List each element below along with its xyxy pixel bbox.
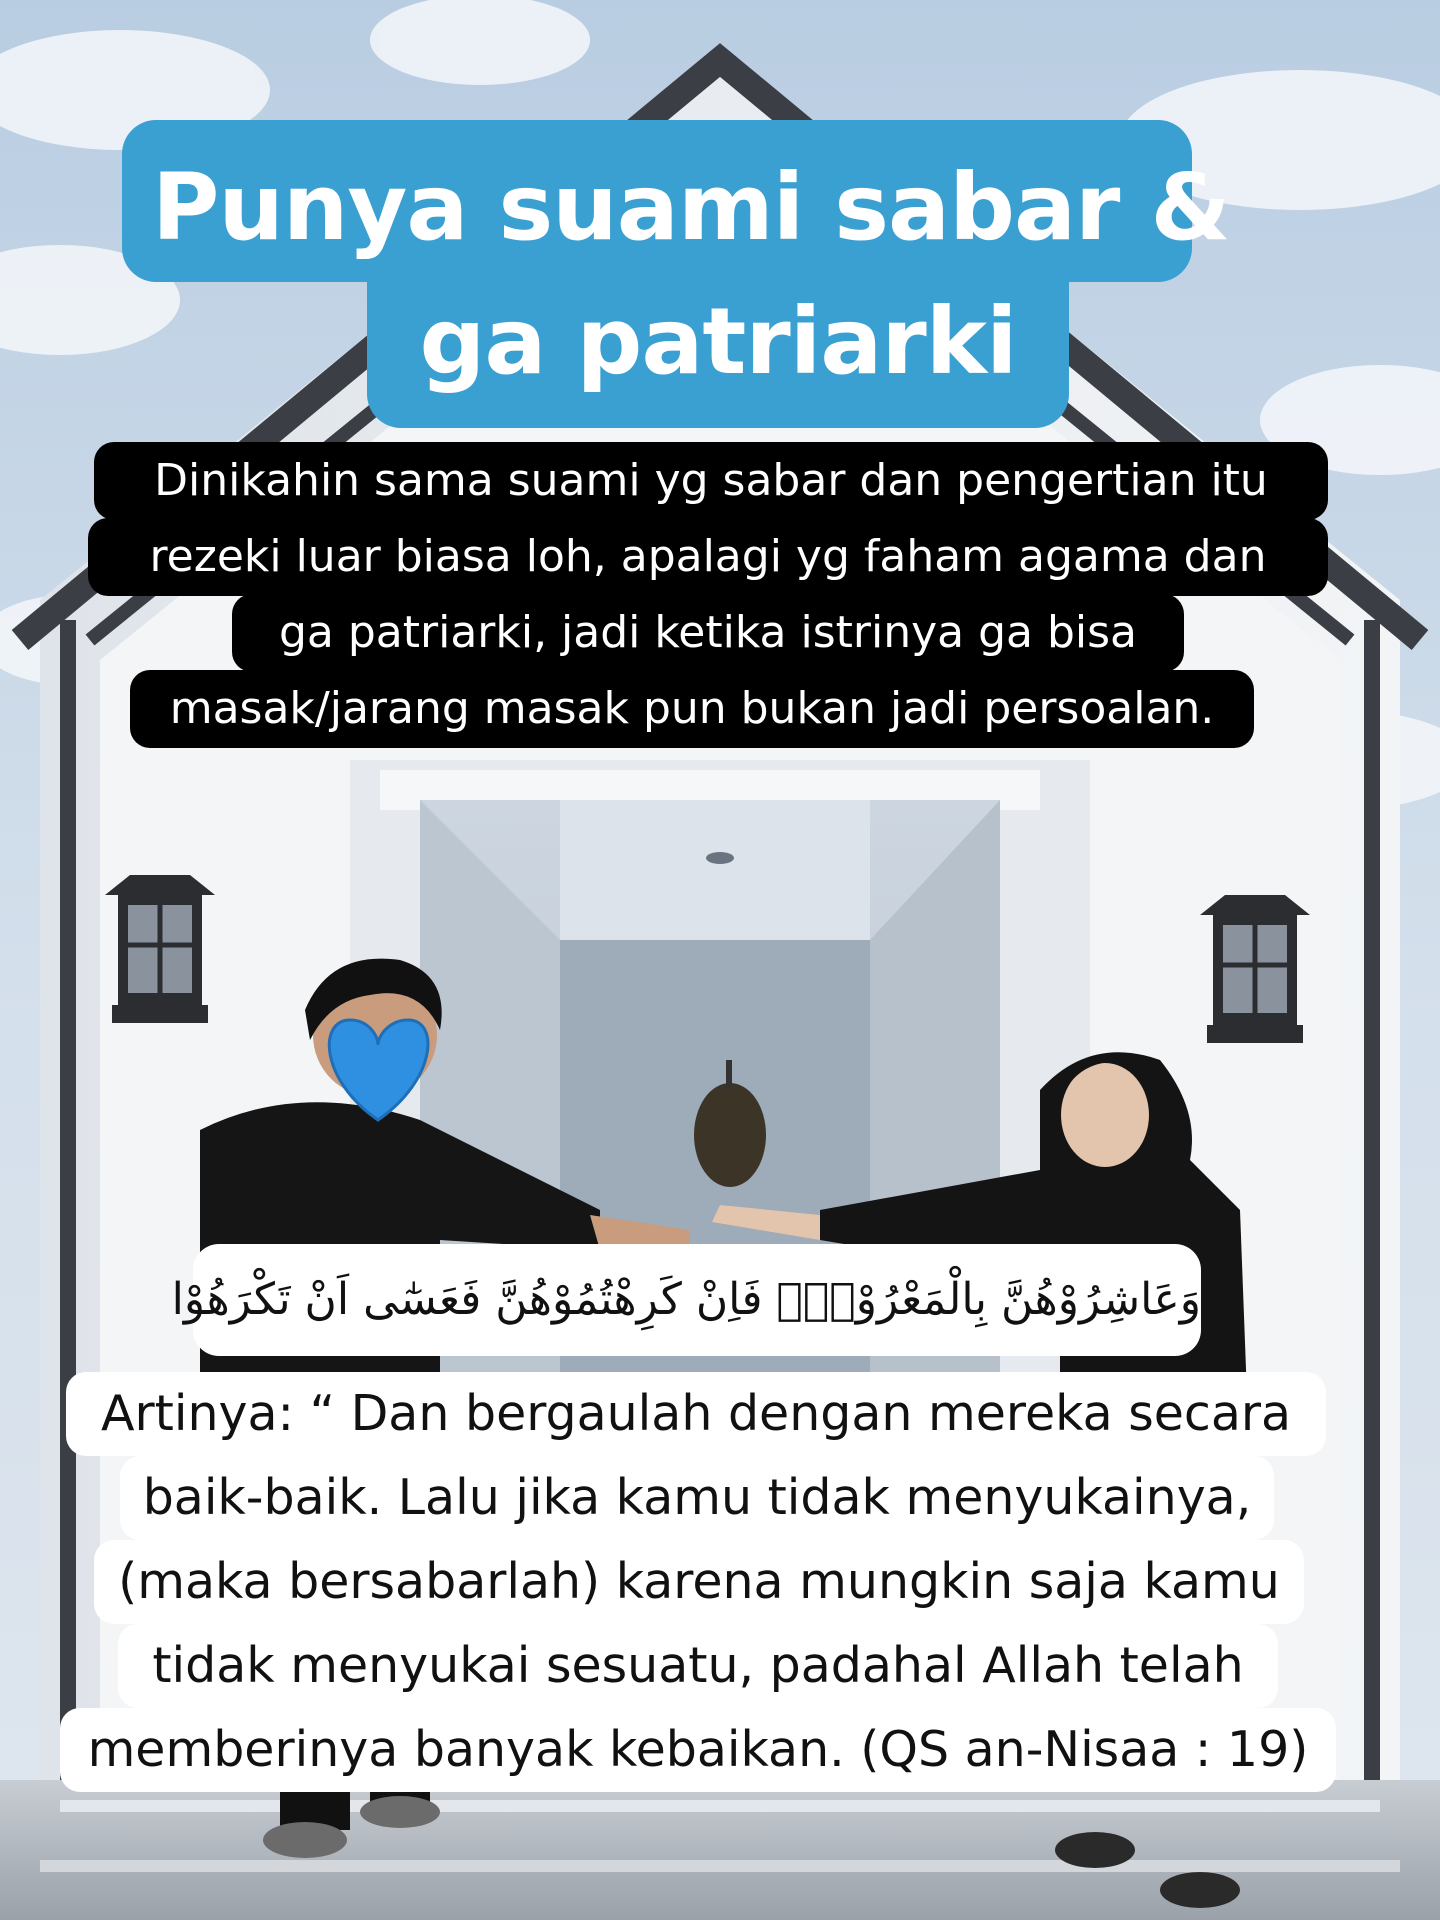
translation-line: Artinya: “ Dan bergaulah dengan mereka secara bbox=[66, 1372, 1326, 1456]
title-line-2: ga patriarki bbox=[367, 282, 1069, 428]
title-line-1: Punya suami sabar & bbox=[122, 120, 1192, 282]
intro-line: masak/jarang masak pun bukan jadi persoalan. bbox=[130, 670, 1254, 748]
translation-line: baik-baik. Lalu jika kamu tidak menyukainya, bbox=[120, 1456, 1274, 1540]
intro-line: ga patriarki, jadi ketika istrinya ga bisa bbox=[232, 594, 1184, 672]
translation-line: memberinya banyak kebaikan. (QS an-Nisaa : 19) bbox=[60, 1708, 1336, 1792]
intro-line: Dinikahin sama suami yg sabar dan pengertian itu bbox=[94, 442, 1328, 520]
right-lantern bbox=[1200, 895, 1310, 1043]
arabic-verse: وَعَاشِرُوْهُنَّ بِالْمَعْرُوْفِۚ فَاِنْ كَرِهْتُمُوْهُنَّ فَعَسٰٓى اَنْ تَكْرَهُوْا bbox=[193, 1244, 1201, 1356]
translation-line: tidak menyukai sesuatu, padahal Allah telah bbox=[118, 1624, 1278, 1708]
intro-line: rezeki luar biasa loh, apalagi yg faham agama dan bbox=[88, 518, 1328, 596]
left-lantern bbox=[105, 875, 215, 1023]
translation-line: (maka bersabarlah) karena mungkin saja kamu bbox=[94, 1540, 1304, 1624]
